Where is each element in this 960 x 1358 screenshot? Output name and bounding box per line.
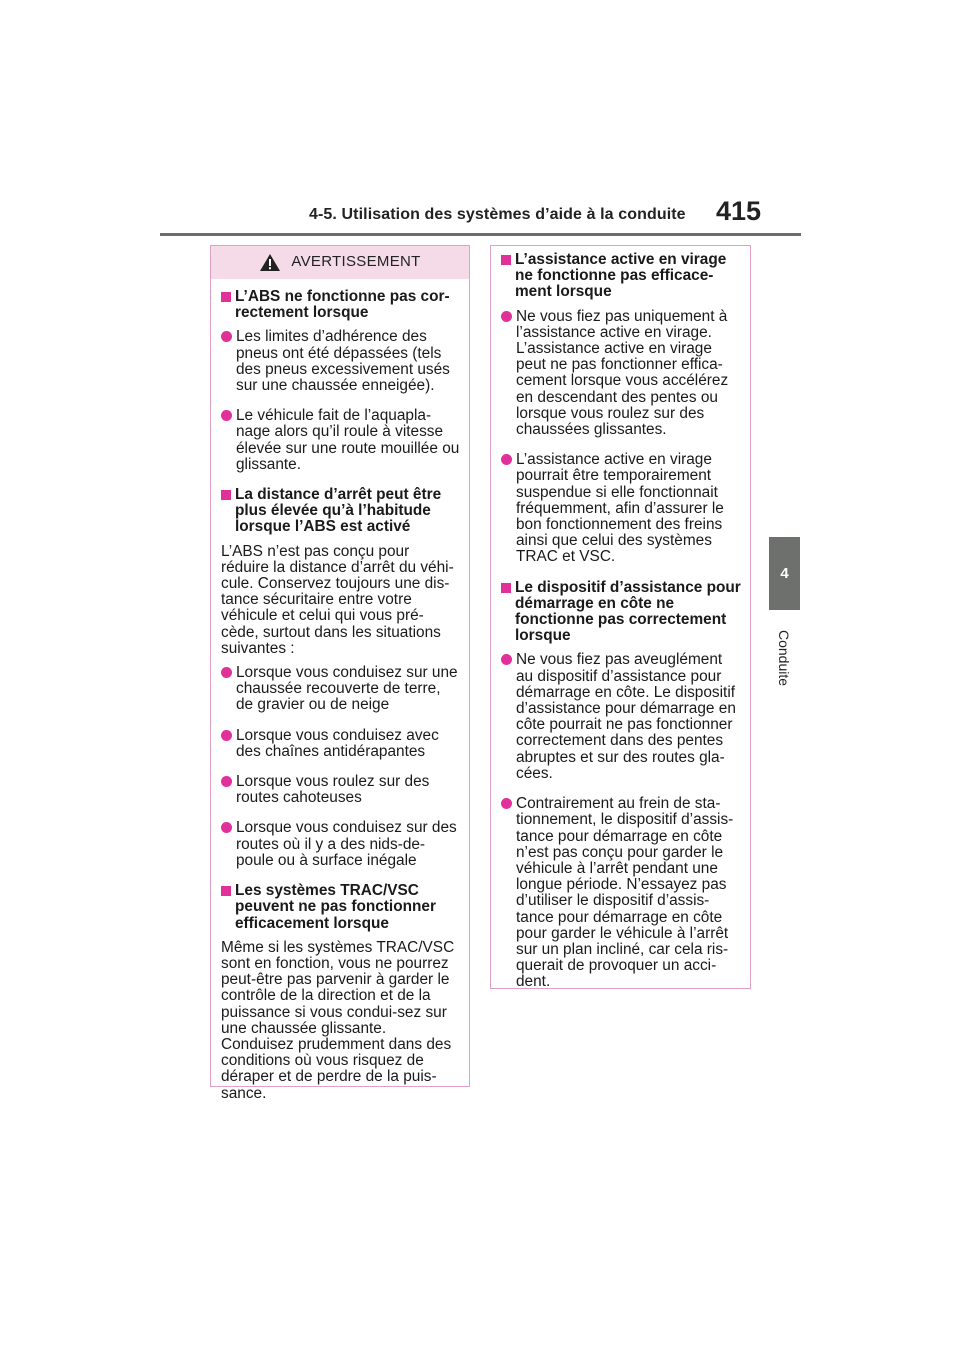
warning-title: AVERTISSEMENT	[291, 253, 421, 271]
list-item: Ne vous fiez pas uniquement à l’assistance active en virage. L’assistance active en virage peut ne pas fonctionner effica-cement lorsque vous accélérez en descendant des pentes ou lorsque vous roulez sur des chaussées glissantes.	[501, 309, 741, 439]
circle-bullet-icon	[221, 730, 232, 741]
header-divider	[160, 233, 801, 236]
warning-box-right	[490, 245, 751, 989]
list-item: Le véhicule fait de l’aquapla-nage alors qu’il roule à vitesse élevée sur une route mouillée ou glissante.	[221, 408, 460, 473]
square-bullet-icon	[221, 886, 231, 896]
list-item: Lorsque vous conduisez sur une chaussée recouverte de terre, de gravier ou de neige	[221, 665, 460, 714]
section-title: Le dispositif d’assistance pour démarrage en côte ne fonctionne pas correctement lorsque	[501, 580, 741, 645]
list-item: Ne vous fiez pas aveuglément au dispositif d’assistance pour démarrage en côte. Le dispositif d’assistance pour démarrage en côte pourrait ne pas fonctionner correctement dans des pentes abruptes et sur des routes gla-cées.	[501, 652, 741, 782]
circle-bullet-icon	[501, 454, 512, 465]
square-bullet-icon	[221, 490, 231, 500]
list-item: Contrairement au frein de sta-tionnement, le dispositif d’assis-tance pour démarrage en côte n’est pas conçu pour garder le véhicule à l’arrêt pendant une longue période. N’essayez pas d’utiliser le dispositif d’assis-tance pour démarrage en côte pour garder le véhicule à l’arrêt sur un plan incliné, car cela ris-querait de provoquer un acci-dent.	[501, 796, 741, 990]
section-title: L’ABS ne fonctionne pas cor-rectement lorsque	[221, 289, 460, 321]
page-number: 415	[716, 196, 762, 226]
paragraph: L’ABS n’est pas conçu pour réduire la distance d’arrêt du véhi-cule. Conservez toujours une dis-tance sécuritaire entre votre véhicule et celui qui vous pré-cède, surtout dans les situations suivantes :	[221, 542, 454, 657]
list-item: Lorsque vous conduisez avec des chaînes antidérapantes	[221, 728, 460, 760]
page-header-title: 4-5. Utilisation des systèmes d’aide à la conduite	[309, 206, 686, 223]
circle-bullet-icon	[501, 798, 512, 809]
list-item: Les limites d’adhérence des pneus ont été dépassées (tels des pneus excessivement usés sur une chaussée enneigée).	[221, 329, 460, 394]
square-bullet-icon	[221, 292, 231, 302]
section-title: La distance d’arrêt peut être plus élevée qu’à l’habitude lorsque l’ABS est activé	[221, 487, 460, 536]
chapter-tab	[769, 537, 800, 610]
section-title: Les systèmes TRAC/VSC peuvent ne pas fonctionner efficacement lorsque	[221, 883, 460, 932]
warning-triangle-icon	[259, 253, 281, 272]
circle-bullet-icon	[221, 331, 232, 342]
circle-bullet-icon	[221, 776, 232, 787]
square-bullet-icon	[501, 255, 511, 265]
circle-bullet-icon	[221, 410, 232, 421]
section-title: L’assistance active en virage ne fonctionne pas efficace-ment lorsque	[501, 252, 741, 301]
list-item: Lorsque vous conduisez sur des routes où il y a des nids-de-poule ou à surface inégale	[221, 820, 460, 869]
circle-bullet-icon	[501, 311, 512, 322]
chapter-label: Conduite	[776, 629, 792, 687]
warning-box-left	[210, 245, 470, 1102]
circle-bullet-icon	[221, 822, 232, 833]
square-bullet-icon	[501, 583, 511, 593]
circle-bullet-icon	[221, 667, 232, 678]
list-item: Lorsque vous roulez sur des routes cahoteuses	[221, 774, 460, 806]
list-item: L’assistance active en virage pourrait être temporairement suspendue si elle fonctionnait fréquemment, afin d’assurer le bon fonctionnement des freins ainsi que celui des systèmes TRAC et VSC.	[501, 452, 741, 565]
circle-bullet-icon	[501, 654, 512, 665]
warning-header	[211, 246, 469, 279]
chapter-number: 4	[780, 565, 789, 582]
paragraph: Même si les systèmes TRAC/VSC sont en fonction, vous ne pourrez peut-être pas parvenir à garder le contrôle de la direction et de la puissance si vous condui-sez sur une chaussée glissante. Conduisez prudemment dans des conditions où vous risquez de déraper et de perdre de la puis-sance.	[221, 938, 455, 1102]
